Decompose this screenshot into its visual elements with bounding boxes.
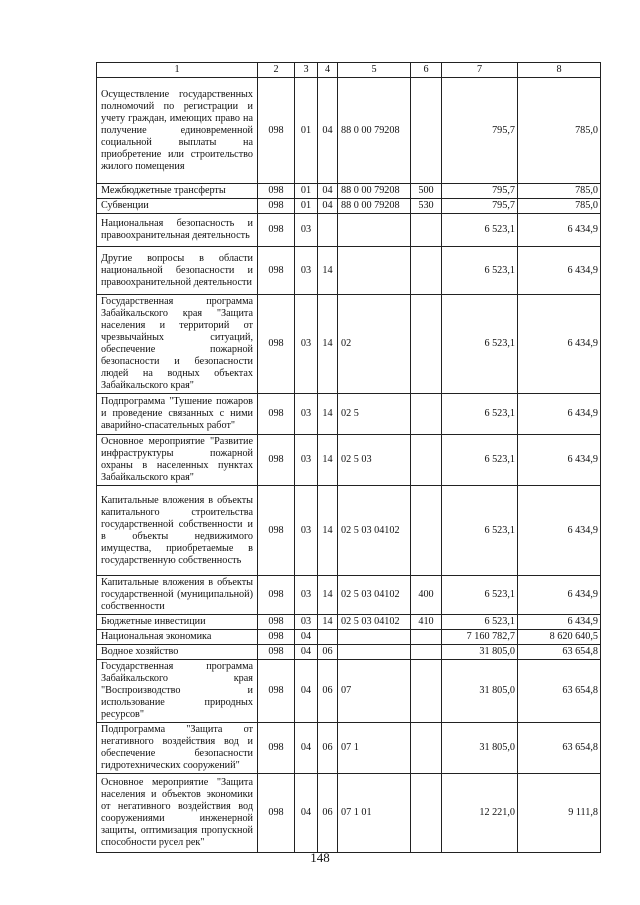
row-description: Водное хозяйство: [97, 645, 258, 660]
cell-amount-year1: 31 805,0: [442, 660, 518, 723]
column-header: 8: [518, 63, 601, 78]
column-header: 1: [97, 63, 258, 78]
row-description: Капитальные вложения в объекты капитального строительства государственной собственности и в объекты недвижимого имущества, приобретаемые в государственную собственность: [97, 486, 258, 576]
cell-ministry-code: 098: [258, 576, 295, 615]
cell-expense-type: [411, 630, 442, 645]
cell-amount-year1: 6 523,1: [442, 576, 518, 615]
cell-expense-type: 500: [411, 184, 442, 199]
cell-expense-type: [411, 645, 442, 660]
cell-expense-type: [411, 486, 442, 576]
row-description: Капитальные вложения в объекты государственной (муниципальной) собственности: [97, 576, 258, 615]
row-description: Субвенции: [97, 199, 258, 214]
row-description: Осуществление государственных полномочий по регистрации и учету граждан, имеющих право на получение единовременной социальной выплаты на приобретение или строительство жилого помещения: [97, 78, 258, 184]
cell-amount-year2: 63 654,8: [518, 723, 601, 774]
cell-section-code: 04: [295, 645, 318, 660]
cell-target-article: 88 0 00 79208: [338, 199, 411, 214]
cell-subsection-code: 14: [318, 486, 338, 576]
table-row: [97, 723, 601, 774]
cell-section-code: 03: [295, 394, 318, 435]
row-description: Основное мероприятие "Развитие инфраструктуры пожарной охраны в населенных пунктах Забайкальского края": [97, 435, 258, 486]
cell-subsection-code: 04: [318, 199, 338, 214]
table-row: [97, 214, 601, 247]
table-body: [97, 63, 601, 853]
cell-subsection-code: 06: [318, 774, 338, 853]
column-header: 3: [295, 63, 318, 78]
cell-amount-year2: 6 434,9: [518, 576, 601, 615]
cell-ministry-code: 098: [258, 199, 295, 214]
cell-subsection-code: [318, 214, 338, 247]
cell-expense-type: [411, 295, 442, 394]
cell-target-article: [338, 247, 411, 295]
cell-amount-year1: 31 805,0: [442, 645, 518, 660]
cell-section-code: 01: [295, 199, 318, 214]
table-row: [97, 576, 601, 615]
cell-ministry-code: 098: [258, 78, 295, 184]
cell-subsection-code: 06: [318, 723, 338, 774]
cell-section-code: 01: [295, 184, 318, 199]
cell-ministry-code: 098: [258, 295, 295, 394]
cell-amount-year1: 12 221,0: [442, 774, 518, 853]
cell-ministry-code: 098: [258, 645, 295, 660]
row-description: Государственная программа Забайкальского края "Защита населения и территорий от чрезвычайных ситуаций, обеспечение пожарной безопасности и безопасности людей на водных объектах Забайкальского края": [97, 295, 258, 394]
cell-amount-year1: 6 523,1: [442, 295, 518, 394]
cell-subsection-code: 14: [318, 394, 338, 435]
cell-amount-year1: 6 523,1: [442, 435, 518, 486]
cell-ministry-code: 098: [258, 394, 295, 435]
cell-amount-year2: 785,0: [518, 184, 601, 199]
cell-subsection-code: 06: [318, 645, 338, 660]
cell-target-article: 07 1: [338, 723, 411, 774]
cell-amount-year2: 6 434,9: [518, 214, 601, 247]
cell-amount-year2: 6 434,9: [518, 394, 601, 435]
cell-ministry-code: 098: [258, 660, 295, 723]
cell-section-code: 03: [295, 214, 318, 247]
table-row: [97, 295, 601, 394]
cell-subsection-code: 14: [318, 615, 338, 630]
column-header: 2: [258, 63, 295, 78]
table-row: [97, 78, 601, 184]
cell-amount-year2: 785,0: [518, 199, 601, 214]
cell-section-code: 04: [295, 660, 318, 723]
cell-section-code: 03: [295, 615, 318, 630]
table-row: [97, 630, 601, 645]
cell-subsection-code: 14: [318, 435, 338, 486]
cell-amount-year1: 6 523,1: [442, 615, 518, 630]
row-description: Межбюджетные трансферты: [97, 184, 258, 199]
cell-target-article: 88 0 00 79208: [338, 78, 411, 184]
cell-amount-year2: 8 620 640,5: [518, 630, 601, 645]
cell-ministry-code: 098: [258, 774, 295, 853]
row-description: Основное мероприятие "Защита населения и объектов экономики от негативного воздействия вод сооружениями инженерной защиты, оптимизация пропускной способности русел рек": [97, 774, 258, 853]
table-row: [97, 774, 601, 853]
cell-target-article: 07 1 01: [338, 774, 411, 853]
cell-ministry-code: 098: [258, 723, 295, 774]
cell-section-code: 04: [295, 774, 318, 853]
cell-target-article: 02 5 03 04102: [338, 486, 411, 576]
table-row: [97, 199, 601, 214]
cell-ministry-code: 098: [258, 184, 295, 199]
cell-amount-year2: 6 434,9: [518, 486, 601, 576]
cell-subsection-code: 06: [318, 660, 338, 723]
column-header: 6: [411, 63, 442, 78]
cell-ministry-code: 098: [258, 615, 295, 630]
cell-target-article: [338, 630, 411, 645]
cell-amount-year2: 6 434,9: [518, 615, 601, 630]
cell-section-code: 01: [295, 78, 318, 184]
table-row: [97, 394, 601, 435]
table-row: [97, 184, 601, 199]
cell-target-article: 02 5 03: [338, 435, 411, 486]
cell-amount-year1: 6 523,1: [442, 394, 518, 435]
budget-table: [96, 62, 601, 853]
cell-expense-type: [411, 78, 442, 184]
cell-amount-year2: 9 111,8: [518, 774, 601, 853]
cell-section-code: 03: [295, 295, 318, 394]
cell-amount-year1: 6 523,1: [442, 486, 518, 576]
column-header: 5: [338, 63, 411, 78]
cell-amount-year1: 795,7: [442, 184, 518, 199]
row-description: Национальная экономика: [97, 630, 258, 645]
row-description: Другие вопросы в области национальной безопасности и правоохранительной деятельности: [97, 247, 258, 295]
cell-subsection-code: 14: [318, 247, 338, 295]
cell-target-article: 02 5: [338, 394, 411, 435]
cell-expense-type: 410: [411, 615, 442, 630]
row-description: Подпрограмма "Тушение пожаров и проведение связанных с ними аварийно-спасательных работ": [97, 394, 258, 435]
cell-target-article: 88 0 00 79208: [338, 184, 411, 199]
cell-section-code: 03: [295, 247, 318, 295]
table-row: [97, 660, 601, 723]
cell-target-article: 07: [338, 660, 411, 723]
cell-amount-year2: 63 654,8: [518, 660, 601, 723]
table-row: [97, 615, 601, 630]
cell-amount-year2: 785,0: [518, 78, 601, 184]
table-row: [97, 486, 601, 576]
cell-ministry-code: 098: [258, 435, 295, 486]
cell-amount-year1: 6 523,1: [442, 247, 518, 295]
cell-amount-year1: 795,7: [442, 199, 518, 214]
cell-expense-type: [411, 660, 442, 723]
cell-section-code: 04: [295, 630, 318, 645]
cell-amount-year2: 6 434,9: [518, 435, 601, 486]
cell-expense-type: [411, 723, 442, 774]
cell-target-article: 02 5 03 04102: [338, 576, 411, 615]
cell-ministry-code: 098: [258, 486, 295, 576]
page-number: 148: [310, 850, 330, 865]
cell-expense-type: 400: [411, 576, 442, 615]
row-description: Государственная программа Забайкальского края "Воспроизводство и использование природных ресурсов": [97, 660, 258, 723]
cell-target-article: [338, 645, 411, 660]
cell-amount-year1: 31 805,0: [442, 723, 518, 774]
cell-subsection-code: 04: [318, 184, 338, 199]
cell-expense-type: 530: [411, 199, 442, 214]
cell-ministry-code: 098: [258, 630, 295, 645]
table-row: [97, 645, 601, 660]
table-row: [97, 435, 601, 486]
cell-expense-type: [411, 774, 442, 853]
cell-expense-type: [411, 214, 442, 247]
cell-target-article: 02: [338, 295, 411, 394]
cell-amount-year1: 7 160 782,7: [442, 630, 518, 645]
column-header: 4: [318, 63, 338, 78]
cell-subsection-code: 14: [318, 576, 338, 615]
cell-section-code: 03: [295, 576, 318, 615]
cell-expense-type: [411, 247, 442, 295]
cell-subsection-code: [318, 630, 338, 645]
cell-section-code: 04: [295, 723, 318, 774]
cell-ministry-code: 098: [258, 247, 295, 295]
table-row: [97, 247, 601, 295]
cell-subsection-code: 04: [318, 78, 338, 184]
cell-amount-year1: 6 523,1: [442, 214, 518, 247]
header-row: [97, 63, 601, 78]
row-description: Бюджетные инвестиции: [97, 615, 258, 630]
cell-amount-year2: 63 654,8: [518, 645, 601, 660]
cell-amount-year2: 6 434,9: [518, 247, 601, 295]
column-header: 7: [442, 63, 518, 78]
cell-amount-year1: 795,7: [442, 78, 518, 184]
cell-target-article: [338, 214, 411, 247]
cell-section-code: 03: [295, 486, 318, 576]
cell-subsection-code: 14: [318, 295, 338, 394]
cell-expense-type: [411, 435, 442, 486]
row-description: Национальная безопасность и правоохранительная деятельность: [97, 214, 258, 247]
cell-expense-type: [411, 394, 442, 435]
cell-ministry-code: 098: [258, 214, 295, 247]
cell-amount-year2: 6 434,9: [518, 295, 601, 394]
cell-section-code: 03: [295, 435, 318, 486]
row-description: Подпрограмма "Защита от негативного воздействия вод и обеспечение безопасности гидротехнических сооружений": [97, 723, 258, 774]
cell-target-article: 02 5 03 04102: [338, 615, 411, 630]
